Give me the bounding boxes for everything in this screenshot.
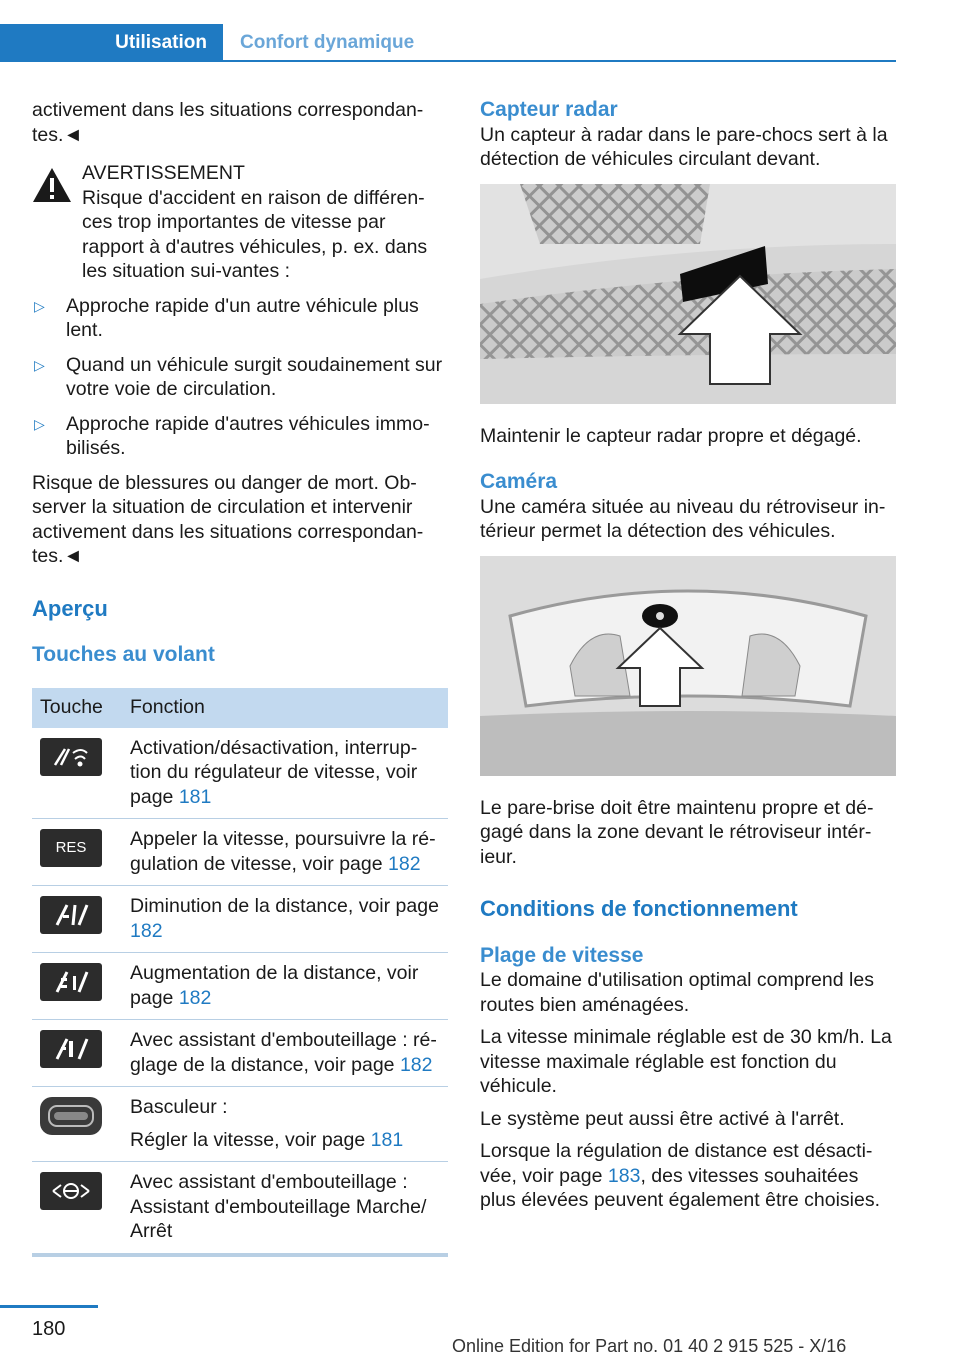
table-row: Augmentation de la distance, voir page 182 xyxy=(32,953,448,1020)
column-header-function: Fonction xyxy=(122,688,448,728)
traffic-jam-distance-icon xyxy=(40,1030,102,1068)
res-button-icon: RES xyxy=(40,829,102,867)
page-link[interactable]: 182 xyxy=(178,986,212,1009)
steering-keys-table xyxy=(32,688,448,1257)
page-link[interactable]: 183 xyxy=(607,1164,641,1187)
camera-text: Une caméra située au niveau du rétroviseur in-térieur permet la détection des véhicules. xyxy=(480,495,886,542)
section-tab-utilisation[interactable]: Utilisation xyxy=(0,24,223,61)
camera-image xyxy=(480,556,896,776)
warning-title: AVERTISSEMENT xyxy=(82,162,245,184)
table-row: RES Appeler la vitesse, poursuivre la ré-gulation de vitesse, voir page 182 xyxy=(32,819,448,886)
speed-paragraph-4: Lorsque la régulation de distance est désacti-vée, voir page 183, des vitesses souhaitées plus élevées peuvent également être choisies. xyxy=(480,1140,880,1211)
warning-end-text: Risque de blessures ou danger de mort. Ob-server la situation de circulation et intervenir activement dans les situations correspondan-tes.◄ xyxy=(32,471,424,567)
footer-divider xyxy=(0,1305,98,1308)
table-row: Basculeur : Régler la vitesse, voir page 181 xyxy=(32,1087,448,1162)
bullet-triangle-icon: ▷ xyxy=(34,415,45,432)
page-header xyxy=(0,0,960,62)
heading-apercu: Aperçu xyxy=(32,595,108,621)
table-row: Avec assistant d'embouteillage : ré-glage de la distance, voir page 182 xyxy=(32,1020,448,1087)
table-row: Avec assistant d'embouteillage : Assistant d'embouteillage Marche/ Arrêt xyxy=(32,1162,448,1255)
table-header-row xyxy=(32,688,448,728)
radar-text: Un capteur à radar dans le pare-chocs sert à la détection de véhicules circulant devant. xyxy=(480,123,888,170)
column-header-key: Touche xyxy=(32,688,122,728)
page-link[interactable]: 182 xyxy=(388,852,421,875)
header-divider xyxy=(0,60,896,62)
speed-paragraph-2: La vitesse minimale réglable est de 30 km/h. La vitesse maximale réglable est fonction du véhicule. xyxy=(480,1026,892,1097)
bullet-triangle-icon: ▷ xyxy=(34,297,45,314)
intro-text: activement dans les situations correspondan-tes.◄ xyxy=(32,99,424,146)
bullet-triangle-icon: ▷ xyxy=(34,356,45,373)
warning-text: Risque d'accident en raison de différen-ces trop importantes de vitesse par rapport à d'autres véhicules, p. ex. dans les situation sui-vantes : xyxy=(82,186,428,282)
page-link[interactable]: 182 xyxy=(130,919,163,942)
speed-paragraph-1: Le domaine d'utilisation optimal comprend les routes bien aménagées. xyxy=(480,969,874,1016)
page-number: 180 xyxy=(32,1318,66,1340)
heading-plage-vitesse: Plage de vitesse xyxy=(480,943,644,967)
page-link[interactable]: 182 xyxy=(399,1053,433,1076)
warning-block xyxy=(32,161,448,284)
heading-capteur-radar: Capteur radar xyxy=(480,98,618,121)
heading-conditions: Conditions de fonctionnement xyxy=(480,896,798,921)
cruise-control-icon xyxy=(40,738,102,776)
radar-sensor-image xyxy=(480,184,896,404)
page-link[interactable]: 181 xyxy=(370,1128,404,1151)
distance-increase-icon xyxy=(40,963,102,1001)
camera-caption: Le pare-brise doit être maintenu propre et dé-gagé dans la zone devant le rétroviseur intér-ieur. xyxy=(480,796,874,868)
edition-text: Online Edition for Part no. 01 40 2 915 525 - X/16 xyxy=(452,1336,847,1356)
distance-decrease-icon xyxy=(40,896,102,934)
list-item: ▷ Approche rapide d'autres véhicules immo-bilisés. xyxy=(34,412,430,459)
warning-triangle-icon xyxy=(32,167,72,203)
right-column xyxy=(480,98,896,1221)
left-column xyxy=(32,98,448,1257)
speed-paragraph-3: Le système peut aussi être activé à l'arrêt. xyxy=(480,1107,845,1130)
heading-touches: Touches au volant xyxy=(32,643,215,666)
traffic-jam-assistant-icon xyxy=(40,1172,102,1210)
rocker-switch-icon xyxy=(40,1097,102,1135)
section-tab-confort[interactable]: Confort dynamique xyxy=(240,31,415,53)
list-item: ▷ Approche rapide d'un autre véhicule plus lent. xyxy=(34,294,419,341)
warning-list xyxy=(32,294,448,461)
table-row: Diminution de la distance, voir page 182 xyxy=(32,886,448,953)
table-row: Activation/désactivation, interrup-tion du régulateur de vitesse, voir page 181 xyxy=(32,728,448,819)
list-item: ▷ Quand un véhicule surgit soudainement sur votre voie de circulation. xyxy=(34,353,443,400)
page-link[interactable]: 181 xyxy=(178,785,212,808)
heading-camera: Caméra xyxy=(480,470,558,493)
radar-caption: Maintenir le capteur radar propre et dégagé. xyxy=(480,424,862,447)
